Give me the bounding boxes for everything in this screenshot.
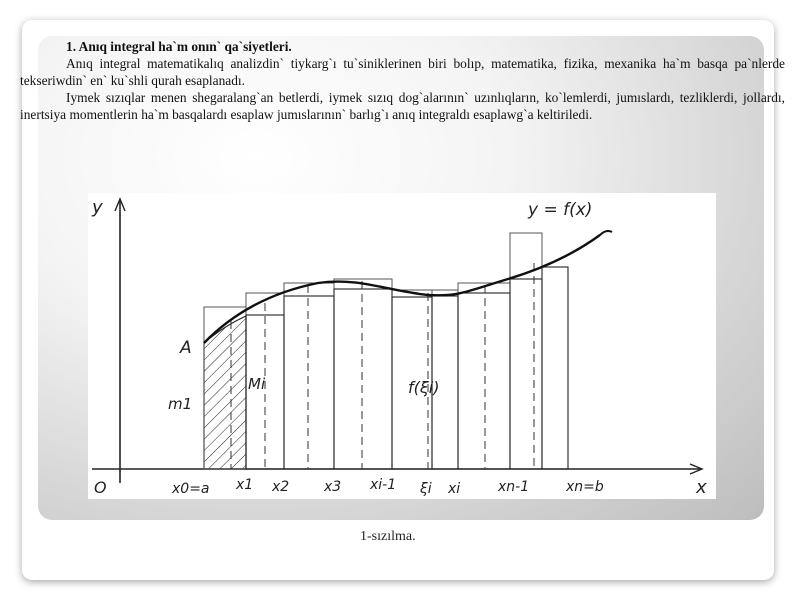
x-tick-labels: [171, 477, 604, 497]
x-label-7: xn-1: [498, 479, 530, 495]
origin-label: O: [94, 478, 107, 497]
x-label-1: x1: [236, 477, 254, 493]
figure-caption: 1-sızılma.: [360, 529, 416, 544]
f-xi-label: f(ξi): [408, 378, 440, 397]
x-label-2: x2: [272, 479, 290, 495]
section-heading: 1. Anıq integral ha`m onın` qa`siyetleri.: [66, 39, 292, 54]
paragraph-2: Iymek sızıqlar menen shegaralang`an betlerdi, iymek sızıq dog`alarının` uzınlıqların, ko`lemlerdi, jumıslardı, tezliklerdi, jollardı, inertsiya momentlerin ha`m basqalardı esaplaw jumıslarının` barlıg`ı anıq integraldı esaplawg`a keltiriledi.: [20, 90, 785, 122]
curve-end-mark: [600, 231, 612, 235]
integral-figure: [88, 193, 716, 499]
function-curve: [204, 235, 600, 343]
text-block: [20, 38, 785, 123]
x-label-5: ξi: [420, 481, 432, 497]
hatched-strip: [204, 316, 246, 469]
x-label-8: xn=b: [566, 479, 604, 495]
x-label-6: xi: [448, 481, 461, 497]
big-m-label: Mi: [248, 375, 266, 393]
riemann-sum-diagram: [88, 193, 716, 499]
x-label-3: x3: [324, 479, 342, 495]
x-label-0: x0=a: [172, 481, 210, 497]
paragraph-1: Anıq integral matematikalıq analizdin` tiykarg`ı tu`siniklerinen biri bolıp, matematika, fizika, mexanika ha`m basqa pa`nlerde tekseriwdin` en` ku`shli qurah esaplanadı.: [20, 56, 785, 88]
outer-rectangles: [204, 233, 542, 469]
point-a-label: A: [180, 338, 192, 358]
y-axis-label: y: [92, 197, 103, 218]
function-label: y = f(x): [528, 200, 593, 220]
x-axis-label: x: [696, 477, 707, 498]
x-label-4: xi-1: [370, 477, 397, 493]
small-m-label: m1: [168, 395, 193, 413]
inner-rectangles: [246, 267, 568, 469]
